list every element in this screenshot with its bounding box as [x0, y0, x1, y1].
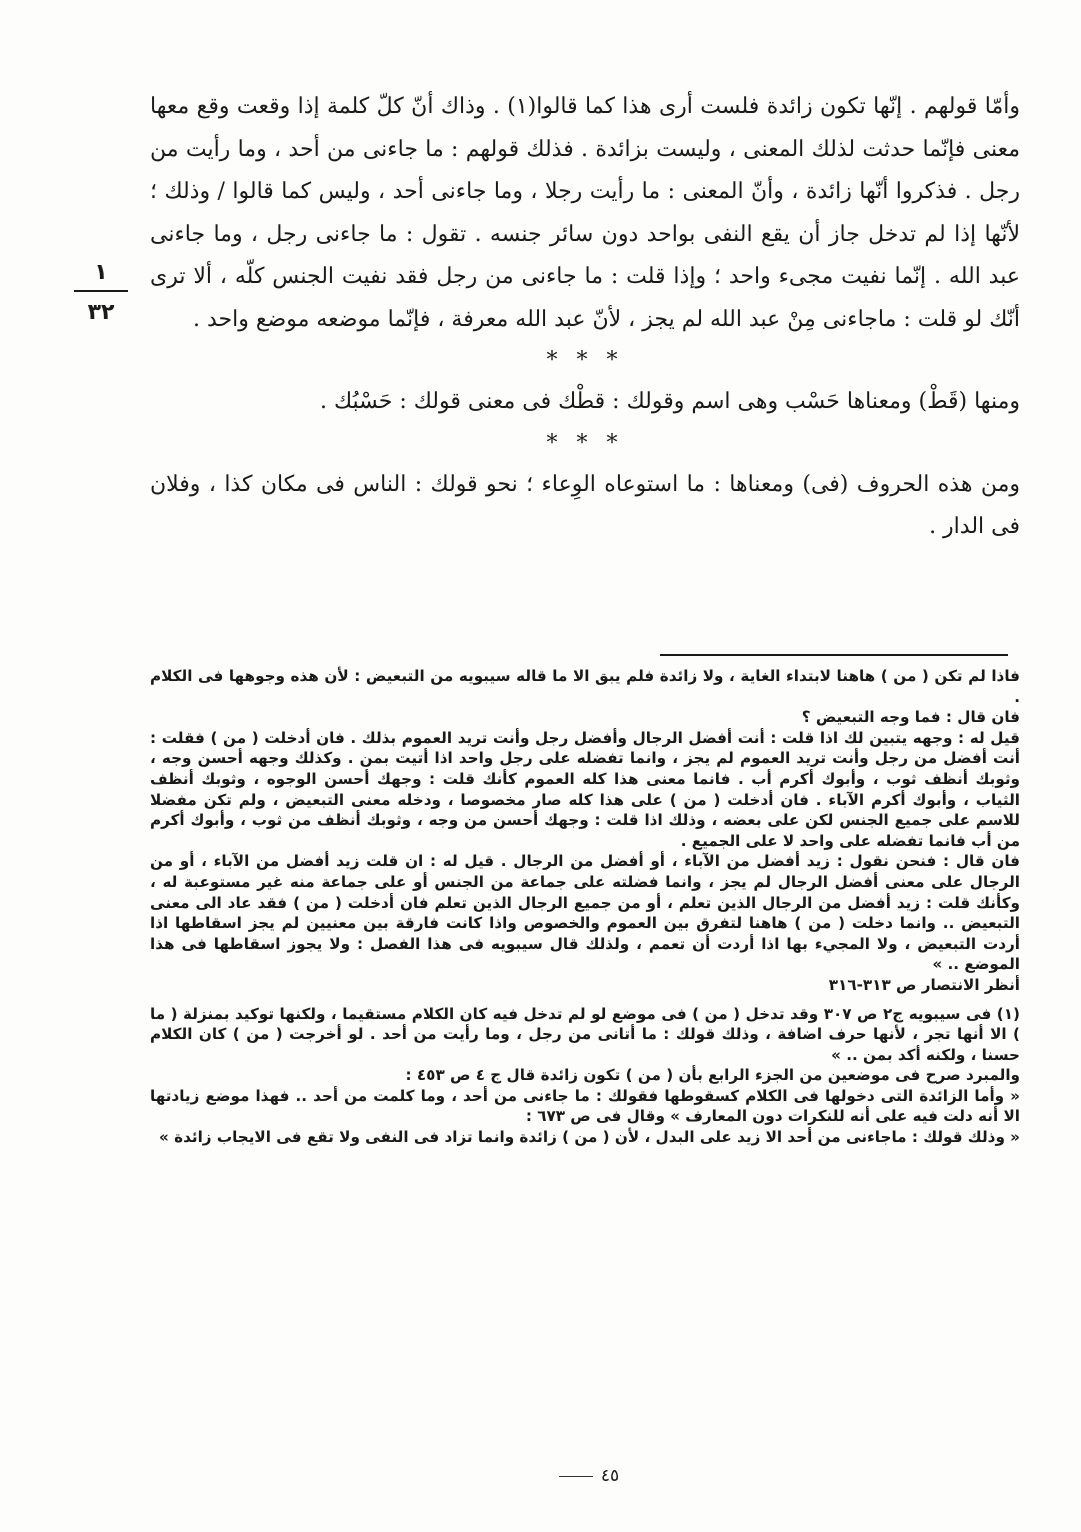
- footnote-paragraph: فان قال : فنحن نقول : زيد أفضل من الآباء ، أو أفضل من الرجال . قيل له : ان قلت زيد أفضل من الآباء ، أو من الرجال على معنى أفضل الرجال لم يجز ، وانما فضلته على جماعة من الجنس أو على جماعة منه غير مستوعبة له ، وكأنك قلت : زيد أفضل من الرجال الذين تعلم ، أو من جميع الرجال الذين تعلم فان أدخلت ( من ) فقد عاد الى معنى التبعيض .. وانما دخلت ( من ) هاهنا لتفرق بين العموم والخصوص واذا كانت فارقة بين معنيين لم يجز اسقاطها اذا أردت التبعيض ، ولا المجيء بها اذا أردت أن تعمم ، ولذلك قال سيبويه فى هذا الفصل : ولا يجوز اسقاطها فى هذا الموضع .. »: [150, 852, 1020, 974]
- footnote-paragraph: فاذا لم تكن ( من ) هاهنا لابتداء الغاية ، ولا زائدة فلم يبق الا ما قاله سيبويه من التبعيض : لأن هذه وجوهها فى الكلام .: [150, 667, 1020, 706]
- section-separator-stars: * * *: [546, 430, 624, 456]
- page-number: [500, 1466, 670, 1486]
- footnote-paragraph: « وأما الزائدة التى دخولها فى الكلام كسقوطها فقولك : ما جاءنى من أحد ، وما كلمت من أحد .. فهذا موضع زيادتها الا أنه دلت فيه على أنه للنكرات دون المعارف » وقال فى ص ٦٧٣ :: [150, 1086, 1020, 1126]
- fi-paragraph: ومن هذه الحروف (فى) ومعناها : ما استوعاه الوِعاء ؛ نحو قولك : الناس فى مكان كذا ، وفلان فى الدار .: [150, 471, 1020, 539]
- footnote-paragraph: فان قال : فما وجه التبعيض ؟: [801, 708, 1020, 727]
- qat-paragraph: ومنها (قَطْ) ومعناها حَسْب وهى اسم وقولك : قطْك فى معنى قولك : حَسْبُك .: [319, 389, 1020, 414]
- margin-reference-top: ١: [74, 258, 128, 292]
- footnote-separator-line: [660, 654, 1008, 656]
- margin-reference-bottom: ٣٢: [87, 300, 115, 325]
- footnote-reference: أنظر الانتصار ص ٣١٣-٣١٦: [828, 975, 1020, 994]
- footnote-paragraph: قيل له : وجهه يتبين لك اذا قلت : أنت أفضل الرجال وأفضل رجل وأنت تريد العموم بذلك . فان أدخلت ( من ) فقلت : أنت أفضل من رجل وأنت تريد العموم لم يجز ، وانما تفضله على رجل واحد اذا أتيت بمن . وكذلك وجهه أحسن وجه ، وثوبك أنظف ثوب ، وأبوك أكرم أب . فانما معنى هذا كله العموم كأنك قلت : وجهك أحسن الوجوه ، وثوبك أنظف الثياب ، وأبوك أكرم الآباء . فان أدخلت ( من ) على هذا كله صار مخصوصا ، ودخله معنى التبعيض ، ولم تكن مفضلا للاسم على جميع الجنس لكن على بعضه ، وذلك اذا قلت : وجهك أحسن من وجه ، وثوبك أنظف من ثوب ، وأبوك أكرم من أب فانما تفضله على واحد لا على الجميع .: [150, 728, 1020, 850]
- page-number-dash: [559, 1476, 593, 1477]
- section-separator-stars: * * *: [546, 348, 624, 373]
- footnote-paragraph: والمبرد صرح فى موضعين من الجزء الرابع بأن ( من ) تكون زائدة قال ج ٤ ص ٤٥٣ :: [405, 1066, 1020, 1085]
- footnote-gap: [150, 996, 1020, 1004]
- footnote-paragraph: « وذلك قولك : ماجاءنى من أحد الا زيد على البدل ، لأن ( من ) زائدة وانما تزاد فى النفى ولا تقع فى الايجاب زائدة »: [159, 1128, 1020, 1147]
- page-number-value: ٤٥: [600, 1466, 620, 1486]
- margin-page-reference: [74, 258, 128, 328]
- footnote-paragraph: (١) فى سيبويه ج٢ ص ٣٠٧ وقد تدخل ( من ) فى موضع لو لم تدخل فيه كان الكلام مستقيما ، ولكنها توكيد بمنزلة ( ما ) الا أنها تجر ، لأنها حرف اضافة ، وذلك قولك : ما أتانى من رجل ، وما رأيت من أحد . لو أخرجت ( من ) كان الكلام حسنا ، ولكنه أكد بمن .. »: [150, 1004, 1020, 1064]
- main-text-body: [150, 86, 1020, 549]
- main-paragraph: وأمّا قولهم . إنّها تكون زائدة فلست أرى هذا كما قالوا(١) . وذاك أنّ كلّ كلمة إذا وقعت وقع معها معنى فإنّما حدثت لذلك المعنى ، وليست بزائدة . فذلك قولهم : ما جاءنى من أحد ، وما رأيت من رجل . فذكروا أنّها زائدة ، وأنّ المعنى : ما رأيت رجلا ، وما جاءنى أحد ، وليس كما قالوا / وذلك ؛ لأنّها إذا لم تدخل جاز أن يقع النفى بواحد دون سائر جنسه . تقول : ما جاءنى رجل ، وما جاءنى عبد الله . إنّما نفيت مجىء واحد ؛ وإذا قلت : ما جاءنى من رجل فقد نفيت الجنس كلّه ، ألا ترى أنّك لو قلت : ماجاءنى مِنْ عبد الله لم يجز ، لأنّ عبد الله معرفة ، فإنّما موضعه موضع واحد .: [150, 94, 1020, 332]
- footnotes-section: [150, 666, 1020, 1148]
